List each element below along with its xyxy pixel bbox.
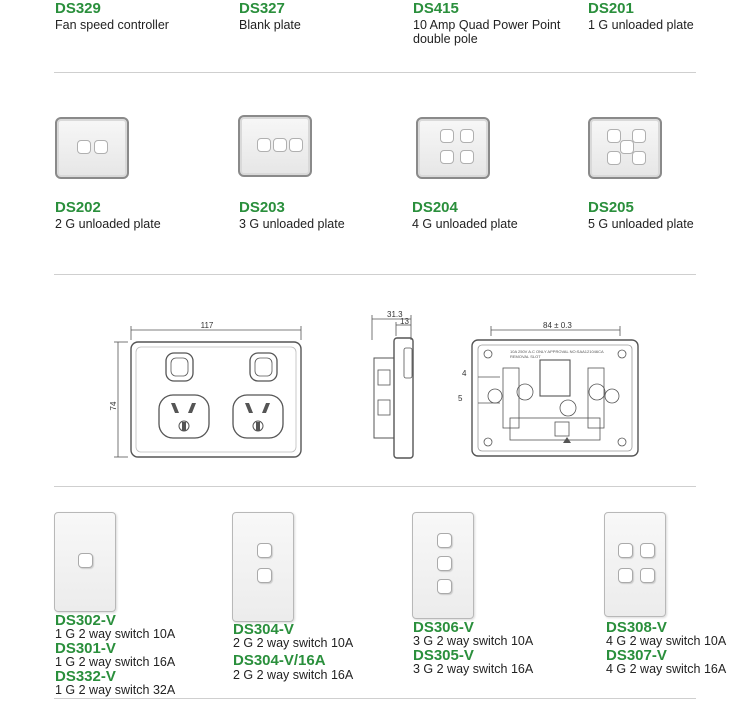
switch-plate-1-gang-image xyxy=(54,512,116,612)
switch-plate-4-gang-image xyxy=(604,512,666,617)
product-description: 3 G 2 way switch 16A xyxy=(413,662,534,676)
dimension-label: 5 xyxy=(458,394,463,403)
plate-3-gang-image xyxy=(238,115,312,177)
product-code: DS302-V xyxy=(55,612,116,629)
product-description: 1 G 2 way switch 32A xyxy=(55,683,176,697)
product-code: DS202 xyxy=(55,199,101,216)
product-description: 5 G unloaded plate xyxy=(588,217,694,231)
product-code: DS329 xyxy=(55,0,101,17)
product-code: DS304-V xyxy=(233,621,294,638)
product-description: 4 G 2 way switch 16A xyxy=(606,662,727,676)
product-description: 3 G unloaded plate xyxy=(239,217,345,231)
product-description: 3 G 2 way switch 10A xyxy=(413,634,534,648)
plate-4-gang-image xyxy=(416,117,490,179)
section-divider xyxy=(54,486,696,487)
back-label-text: REMOVAL SLOT xyxy=(510,354,541,359)
dimension-drawing xyxy=(0,300,750,470)
switch-plate-2-gang-image xyxy=(232,512,294,622)
product-code: DS201 xyxy=(588,0,634,17)
product-code: DS307-V xyxy=(606,647,667,664)
product-description: 1 G 2 way switch 10A xyxy=(55,627,176,641)
back-label-text: 10A 250V A.C ONLY APPROVAL NO:SAA121046CA xyxy=(510,349,604,354)
dimension-label: 74 xyxy=(109,401,118,411)
product-description: 2 G unloaded plate xyxy=(55,217,161,231)
product-code: DS306-V xyxy=(413,619,474,636)
dimension-label: 31.3 xyxy=(387,310,403,319)
dimension-label: 4 xyxy=(462,369,467,378)
product-description: Fan speed controller xyxy=(55,18,169,32)
product-description: 4 G 2 way switch 10A xyxy=(606,634,727,648)
product-code: DS304-V/16A xyxy=(233,652,326,669)
product-description: 1 G unloaded plate xyxy=(588,18,694,32)
plate-2-gang-image xyxy=(55,117,129,179)
product-description: Blank plate xyxy=(239,18,301,32)
dimension-label: 13 xyxy=(400,317,409,326)
product-description: 1 G 2 way switch 16A xyxy=(55,655,176,669)
product-code: DS301-V xyxy=(55,640,116,657)
product-code: DS205 xyxy=(588,199,634,216)
product-code: DS308-V xyxy=(606,619,667,636)
product-code: DS327 xyxy=(239,0,285,17)
dimension-label: 117 xyxy=(200,321,214,330)
product-description: 2 G 2 way switch 10A xyxy=(233,636,354,650)
product-description: 2 G 2 way switch 16A xyxy=(233,668,354,682)
product-description: 10 Amp Quad Power Point double pole xyxy=(413,18,561,46)
dimension-label: 84 ± 0.3 xyxy=(543,321,572,330)
switch-plate-3-gang-image xyxy=(412,512,474,619)
section-divider xyxy=(54,274,696,275)
product-code: DS305-V xyxy=(413,647,474,664)
plate-5-gang-image xyxy=(588,117,662,179)
product-code: DS415 xyxy=(413,0,459,17)
product-code: DS332-V xyxy=(55,668,116,685)
product-description: 4 G unloaded plate xyxy=(412,217,518,231)
product-code: DS204 xyxy=(412,199,458,216)
section-divider xyxy=(54,72,696,73)
product-code: DS203 xyxy=(239,199,285,216)
section-divider xyxy=(54,698,696,699)
